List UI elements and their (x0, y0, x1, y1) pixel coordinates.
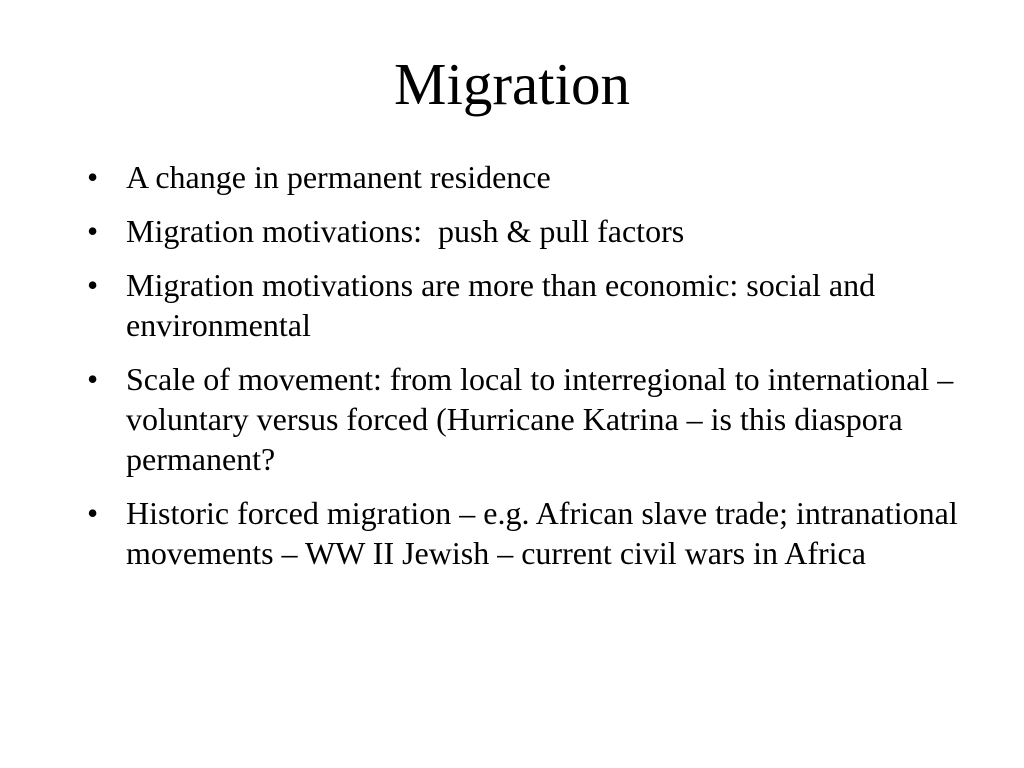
bullet-icon: • (87, 495, 99, 531)
bullet-text: Migration motivations: push & pull factors (126, 213, 685, 249)
bullet-text: Migration motivations are more than economic: social and environmental (126, 267, 876, 343)
slide-title: Migration (394, 51, 630, 117)
bullet-icon: • (87, 159, 99, 195)
bullet-item (85, 211, 965, 251)
bullet-item (85, 359, 965, 479)
bullet-text: A change in permanent residence (126, 159, 551, 195)
bullet-item (85, 157, 965, 197)
bullet-item (85, 265, 965, 345)
bullet-text: Scale of movement: from local to interregional to international – voluntary versus forced (Hurricane Katrina – is this diaspora permanent? (126, 361, 954, 477)
bullet-icon: • (87, 361, 99, 397)
bullet-icon: • (87, 213, 99, 249)
bullet-icon: • (87, 267, 99, 303)
bullet-text: Historic forced migration – e.g. African slave trade; intranational movements – WW II Jewish – current civil wars in Africa (126, 495, 958, 571)
bullet-item (85, 493, 965, 573)
bullet-list (85, 157, 965, 587)
